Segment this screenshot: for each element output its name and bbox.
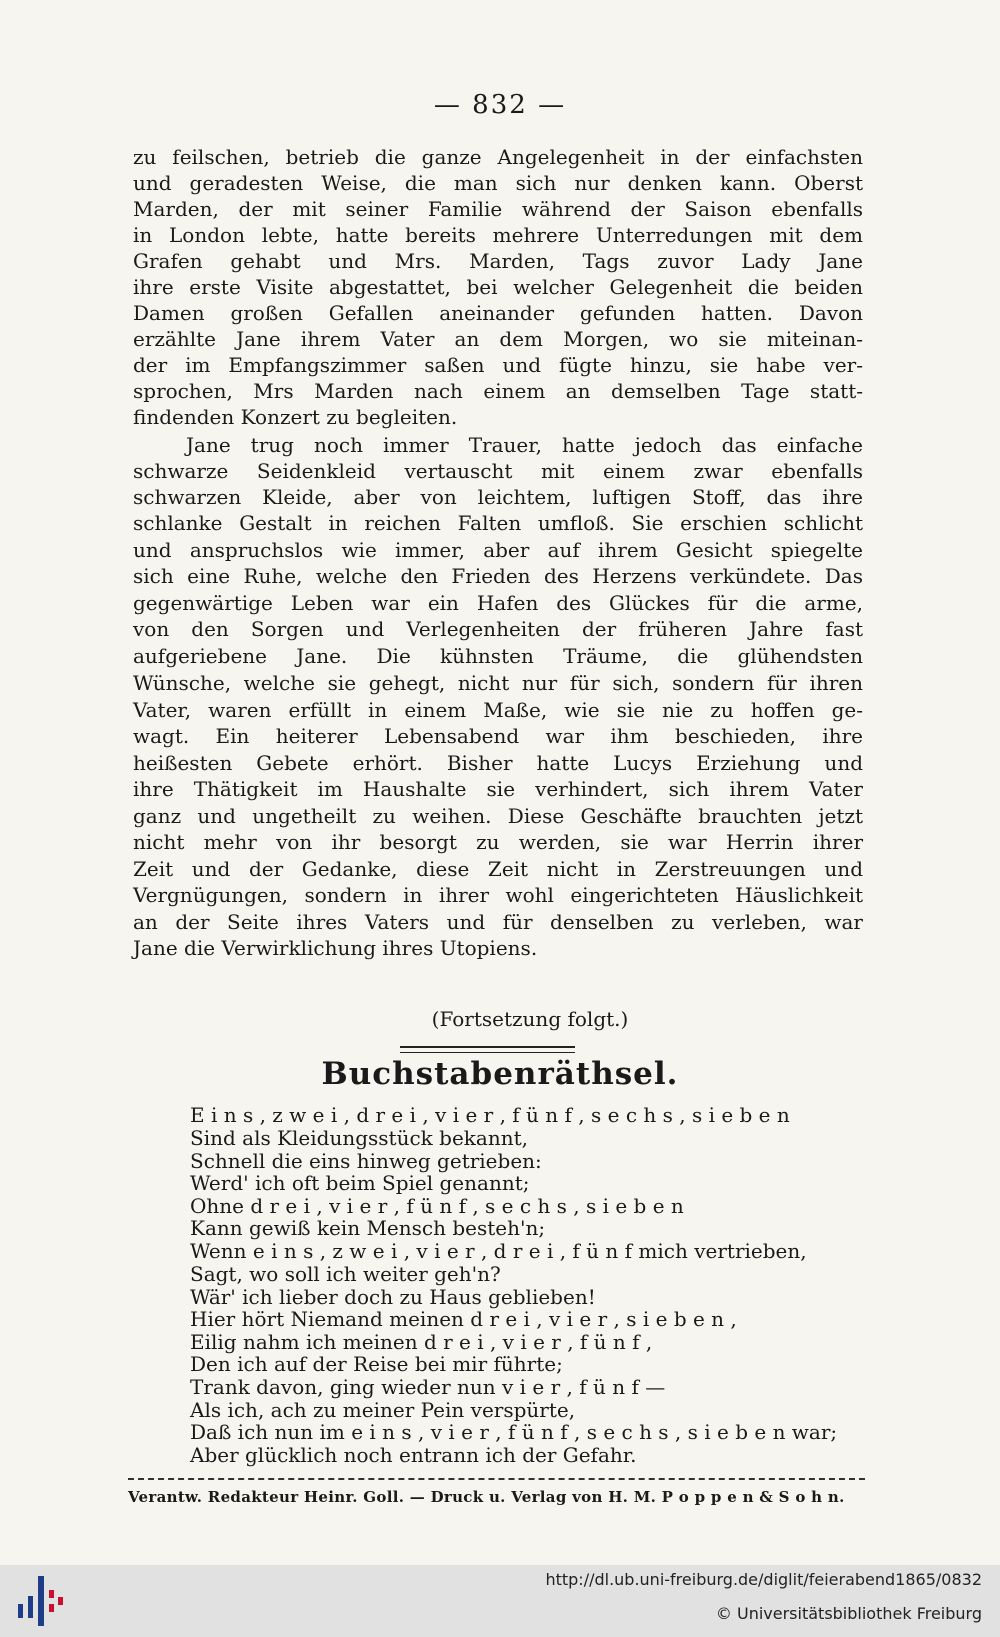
prose-line: gegenwärtige Leben war ein Hafen des Glückes für die arme,	[133, 591, 863, 615]
riddle-line: Kann gewiß kein Mensch besteh'n;	[190, 1216, 546, 1240]
continuation-note: (Fortsetzung folgt.)	[431, 1007, 629, 1031]
riddle-line: Daß ich nun im e i n s , v i e r , f ü n f , s e c h s , s i e b e n war;	[190, 1420, 838, 1444]
prose-line: an der Seite ihres Vaters und für denselben zu verleben, war	[133, 910, 863, 934]
riddle-line: Sind als Kleidungsstück bekannt,	[190, 1126, 528, 1150]
prose-line: schwarze Seidenkleid vertauscht mit einem zwar ebenfalls	[133, 459, 863, 483]
prose-line: nicht mehr von ihr besorgt zu werden, sie war Herrin ihrer	[133, 830, 863, 854]
prose-line: ihre erste Visite abgestattet, bei welcher Gelegenheit die beiden	[133, 275, 863, 299]
riddle-line: Als ich, ach zu meiner Pein verspürte,	[190, 1398, 576, 1422]
prose-line: Zeit und der Gedanke, diese Zeit nicht in Zerstreuungen und	[133, 857, 863, 881]
prose-line: findenden Konzert zu begleiten.	[133, 405, 458, 429]
riddle-line: Ohne d r e i , v i e r , f ü n f , s e c h s , s i e b e n	[190, 1194, 684, 1218]
prose-line: von den Sorgen und Verlegenheiten der früheren Jahre fast	[133, 617, 863, 641]
page-number: — 832 —	[433, 90, 567, 120]
riddle-line: Hier hört Niemand meinen d r e i , v i e r , s i e b e n ,	[190, 1307, 737, 1331]
prose-line: zu feilschen, betrieb die ganze Angelegenheit in der einfachsten	[133, 145, 863, 169]
prose-line: heißesten Gebete erhört. Bisher hatte Lucys Erziehung und	[133, 751, 863, 775]
permalink-url[interactable]: http://dl.ub.uni-freiburg.de/diglit/feierabend1865/0832	[545, 1570, 982, 1589]
prose-line: sich eine Ruhe, welche den Frieden des Herzens verkündete. Das	[133, 564, 863, 588]
prose-line: erzählte Jane ihrem Vater an dem Morgen, wo sie miteinan-	[133, 327, 863, 351]
riddle-title: Buchstabenräthsel.	[321, 1056, 679, 1092]
prose-line: ihre Thätigkeit im Haushalte sie verhindert, sich ihrem Vater	[133, 777, 863, 801]
prose-line: wagt. Ein heiterer Lebensabend war ihm beschieden, ihre	[133, 724, 863, 748]
prose-line: und geradesten Weise, die man sich nur denken kann. Oberst	[133, 171, 863, 195]
copyright-notice: © Universitätsbibliothek Freiburg	[715, 1604, 982, 1623]
prose-line: Damen großen Gefallen aneinander gefunden hatten. Davon	[133, 301, 863, 325]
riddle-line: Den ich auf der Reise bei mir führte;	[190, 1352, 563, 1376]
riddle-line: Werd' ich oft beim Spiel genannt;	[190, 1171, 530, 1195]
riddle-line: Trank davon, ging wieder nun v i e r , f ü n f —	[190, 1375, 666, 1399]
prose-line: und anspruchslos wie immer, aber auf ihrem Gesicht spiegelte	[133, 538, 863, 562]
prose-line: Grafen gehabt und Mrs. Marden, Tags zuvor Lady Jane	[133, 249, 863, 273]
prose-line: schwarzen Kleide, aber von leichtem, luftigen Stoff, das ihre	[133, 485, 863, 509]
section-divider	[400, 1046, 575, 1053]
prose-line: Marden, der mit seiner Familie während der Saison ebenfalls	[133, 197, 863, 221]
riddle-line: Eilig nahm ich meinen d r e i , v i e r , f ü n f ,	[190, 1330, 653, 1354]
prose-line: Jane die Verwirklichung ihres Utopiens.	[133, 936, 538, 960]
riddle-line: E i n s , z w e i , d r e i , v i e r , f ü n f , s e c h s , s i e b e n	[190, 1103, 790, 1127]
prose-line: Jane trug noch immer Trauer, hatte jedoch das einfache	[186, 433, 863, 457]
prose-line: in London lebte, hatte bereits mehrere Unterredungen mit dem	[133, 223, 863, 247]
prose-line: schlanke Gestalt in reichen Falten umfloß. Sie erschien schlicht	[133, 511, 863, 535]
prose-line: sprochen, Mrs Marden nach einem an demselben Tage statt-	[133, 379, 863, 403]
footer-divider	[128, 1478, 865, 1484]
riddle-line: Aber glücklich noch entrann ich der Gefahr.	[190, 1443, 637, 1467]
prose-line: Vergnügungen, sondern in ihrer wohl eingerichteten Häuslichkeit	[133, 883, 863, 907]
prose-line: aufgeriebene Jane. Die kühnsten Träume, die glühendsten	[133, 644, 863, 668]
prose-line: ganz und ungetheilt zu weihen. Diese Geschäfte brauchten jetzt	[133, 804, 863, 828]
ub-freiburg-logo-icon[interactable]	[10, 1570, 70, 1632]
riddle-line: Wenn e i n s , z w e i , v i e r , d r e i , f ü n f mich vertrieben,	[190, 1239, 807, 1263]
imprint-line: Verantw. Redakteur Heinr. Goll. — Druck u. Verlag von H. M. P o p p e n & S o h n.	[128, 1488, 845, 1506]
riddle-line: Schnell die eins hinweg getrieben:	[190, 1149, 542, 1173]
riddle-line: Sagt, wo soll ich weiter geh'n?	[190, 1262, 501, 1286]
prose-line: Wünsche, welche sie gehegt, nicht nur für sich, sondern für ihren	[133, 671, 863, 695]
riddle-line: Wär' ich lieber doch zu Haus geblieben!	[190, 1285, 596, 1309]
prose-line: der im Empfangszimmer saßen und fügte hinzu, sie habe ver-	[133, 353, 863, 377]
prose-line: Vater, waren erfüllt in einem Maße, wie sie nie zu hoffen ge-	[133, 698, 863, 722]
